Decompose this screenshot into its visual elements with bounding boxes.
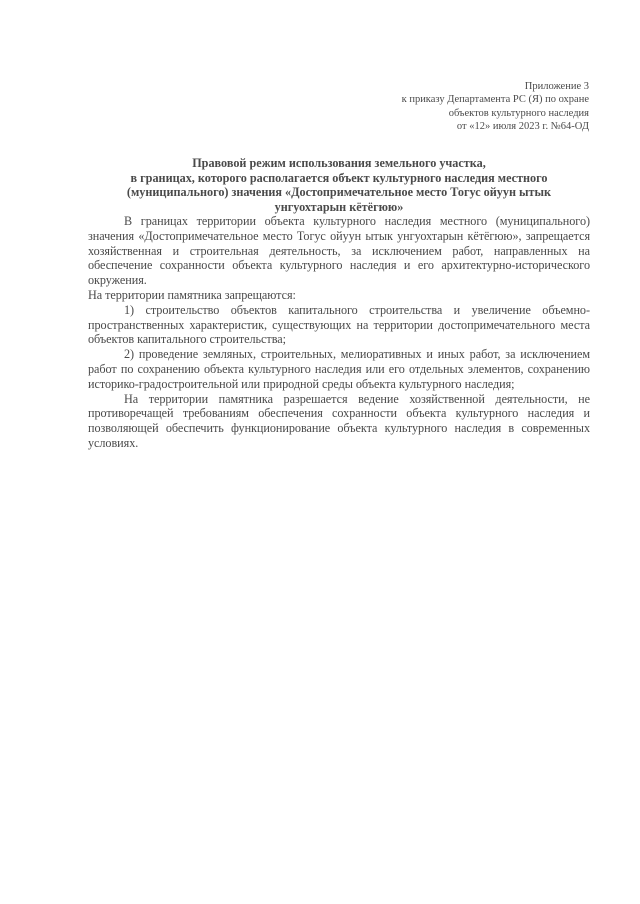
document-title [88, 156, 590, 214]
paragraph-boundaries: В границах территории объекта культурного наследия местного (муниципального) значения «Достопримечательное место Тогус ойуун ытык унгуохтарын кётёгюю», запрещается хозяйственная и строительная деятельность, за исключением работ, направленных на обеспечение сохранности объекта культурного наследия и его архитектурно-исторического окружения. [88, 214, 590, 288]
title-line-2: в границах, которого располагается объект культурного наследия местного [130, 170, 548, 185]
title-line-1: Правовой режим использования земельного участка, [192, 156, 486, 170]
order-reference: к приказу Департамента РС (Я) по охране [401, 94, 589, 106]
document-body [88, 214, 590, 451]
paragraph-prohibition-2: 2) проведение земляных, строительных, мелиоративных и иных работ, за исключением работ по сохранению объекта культурного наследия или его отдельных элементов, сохранению историко-градостроительной или природной среды объекта культурного наследия; [88, 347, 590, 391]
title-line-3: (муниципального) значения «Достопримечательное место Тогус ойуун ытык [126, 185, 552, 200]
paragraph-permitted-activity: На территории памятника разрешается ведение хозяйственной деятельности, не противоречащей требованиям обеспечения сохранности объекта культурного наследия и позволяющей обеспечить функционирование объекта культурного наследия в современных условиях. [88, 391, 590, 450]
paragraph-prohibition-1: 1) строительство объектов капитального строительства и увеличение объемно-пространственных характеристик, существующих на территории достопримечательного места объектов капитального строительства; [88, 302, 590, 347]
appendix-number: Приложение 3 [524, 81, 589, 92]
order-date: от «12» июля 2023 г. №64-ОД [456, 121, 589, 133]
appendix-header [289, 80, 589, 134]
title-line-4: унгуохтарын кётёгюю» [274, 199, 404, 214]
order-department: объектов культурного наследия [448, 107, 589, 119]
paragraph-prohibitions-intro: На территории памятника запрещаются: [88, 287, 296, 302]
